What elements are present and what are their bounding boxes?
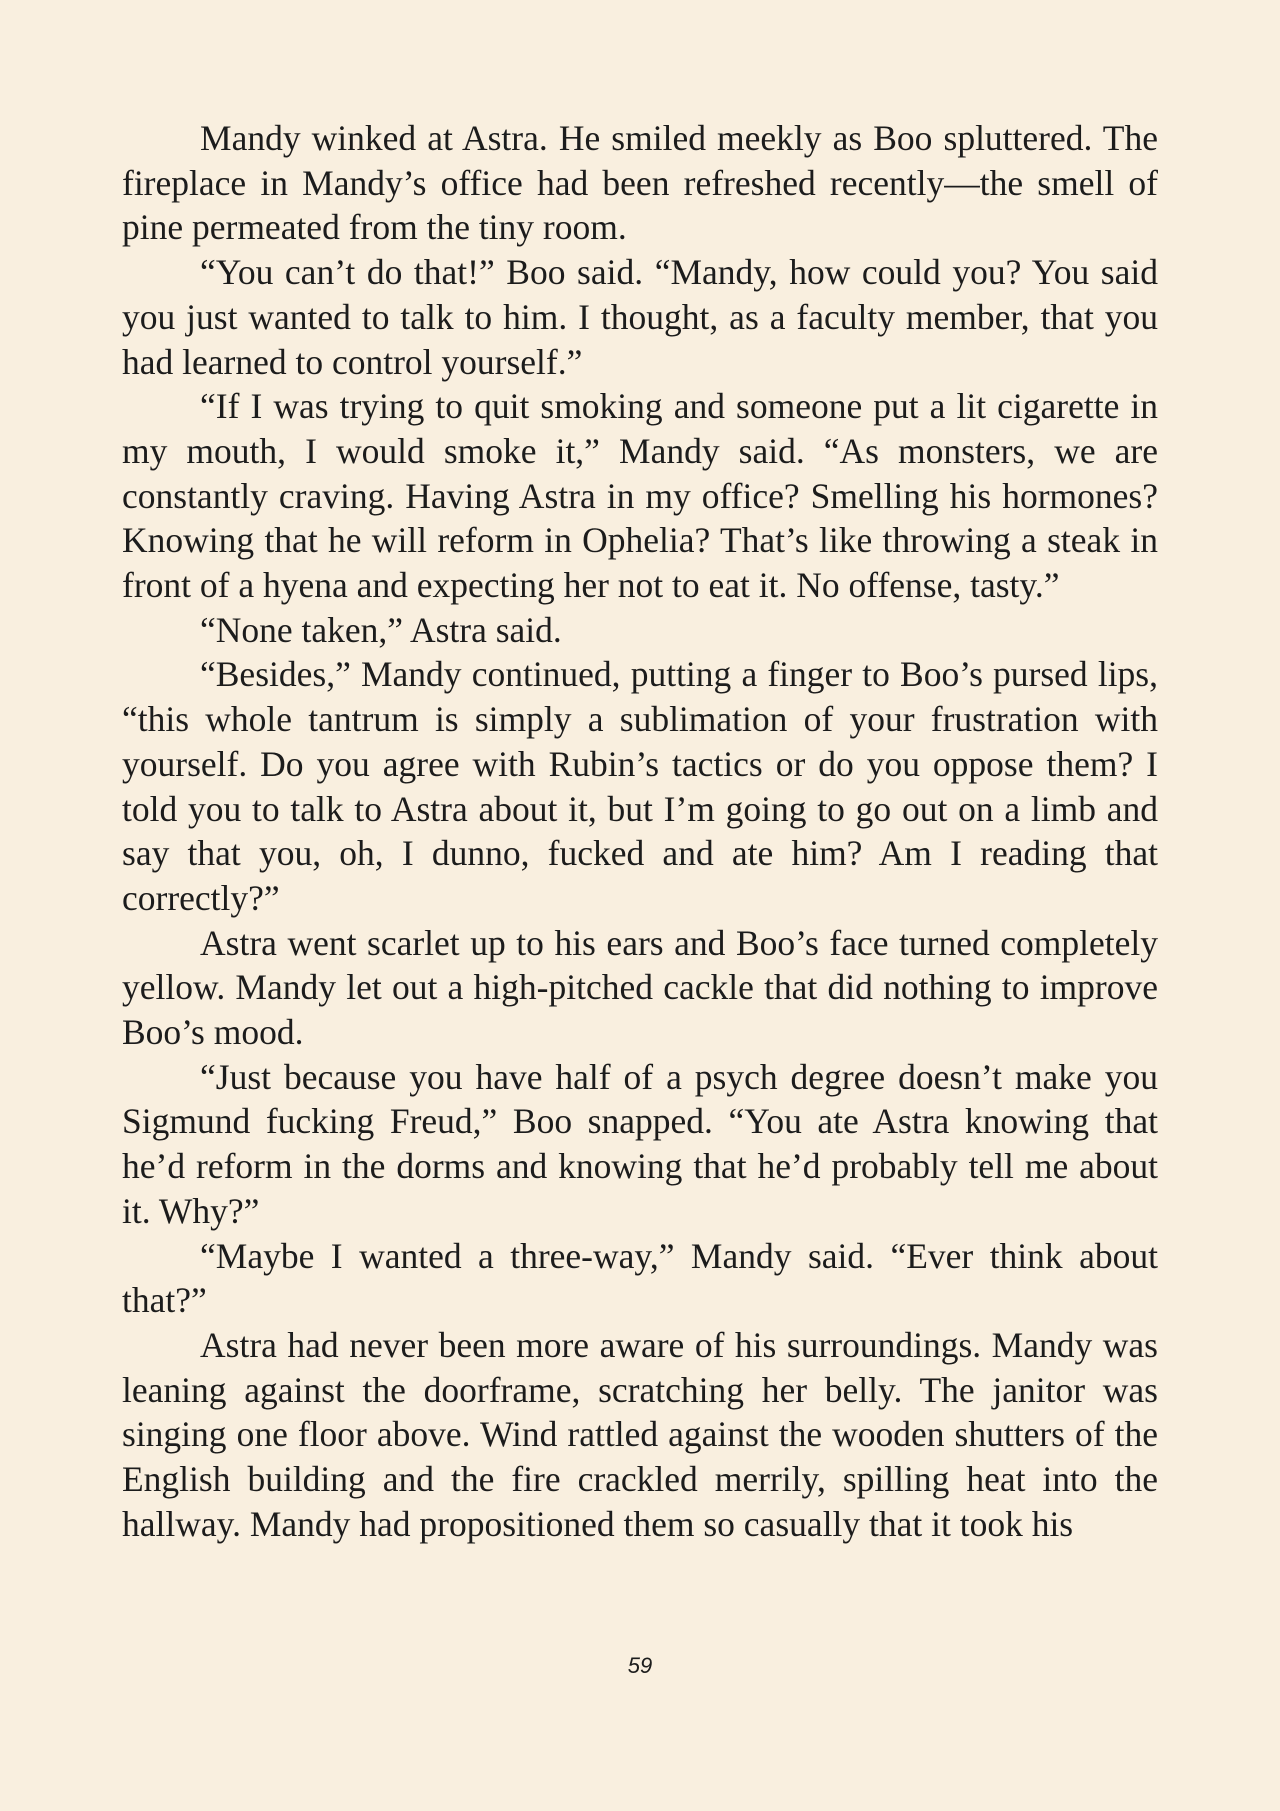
paragraph: “If I was trying to quit smoking and someone put a lit cigarette in my mouth, I would smoke it,” Mandy said. “As monsters, we are constantly craving. Having Astra in my office? Smelling his hormones? Knowing that he will reform in Ophelia? That’s like throwing a steak in front of a hyena and expecting her not to eat it. No offense, tasty.” xyxy=(122,386,1158,606)
paragraph: “Maybe I wanted a three-way,” Mandy said. “Ever think about that?” xyxy=(122,1235,1158,1321)
paragraph: “None taken,” Astra said. xyxy=(200,609,562,650)
paragraph: Mandy winked at Astra. He smiled meekly as Boo spluttered. The fireplace in Mandy’s office had been refreshed recently—the smell of pine permeated from the tiny room. xyxy=(122,118,1158,248)
paragraph: Astra had never been more aware of his surroundings. Mandy was leaning against the doorframe, scratching her belly. The janitor was singing one floor above. Wind rattled against the wooden shutters of the English building and the fire crackled merrily, spilling heat into the hallway. Mandy had propositioned them so casually that it took his xyxy=(122,1324,1158,1544)
paragraph: “You can’t do that!” Boo said. “Mandy, how could you? You said you just wanted to talk to him. I thought, as a faculty member, that you had learned to control yourself.” xyxy=(122,252,1158,382)
paragraph: “Besides,” Mandy continued, putting a finger to Boo’s pursed lips, “this whole tantrum is simply a sublimation of your frustration with yourself. Do you agree with Rubin’s tactics or do you oppose them? I told you to talk to Astra about it, but I’m going to go out on a limb and say that you, oh, I dunno, fucked and ate him? Am I reading that correctly?” xyxy=(122,654,1158,918)
paragraph: “Just because you have half of a psych degree doesn’t make you Sigmund fucking Freud,” Boo snapped. “You ate Astra knowing that he’d reform in the dorms and knowing that he’d probably tell me about it. Why?” xyxy=(122,1056,1158,1231)
paragraph: Astra went scarlet up to his ears and Boo’s face turned completely yellow. Mandy let out a high-pitched cackle that did nothing to improve Boo’s mood. xyxy=(122,922,1158,1053)
page-number: 59 xyxy=(627,1653,653,1678)
page-body-text xyxy=(122,116,1158,1547)
